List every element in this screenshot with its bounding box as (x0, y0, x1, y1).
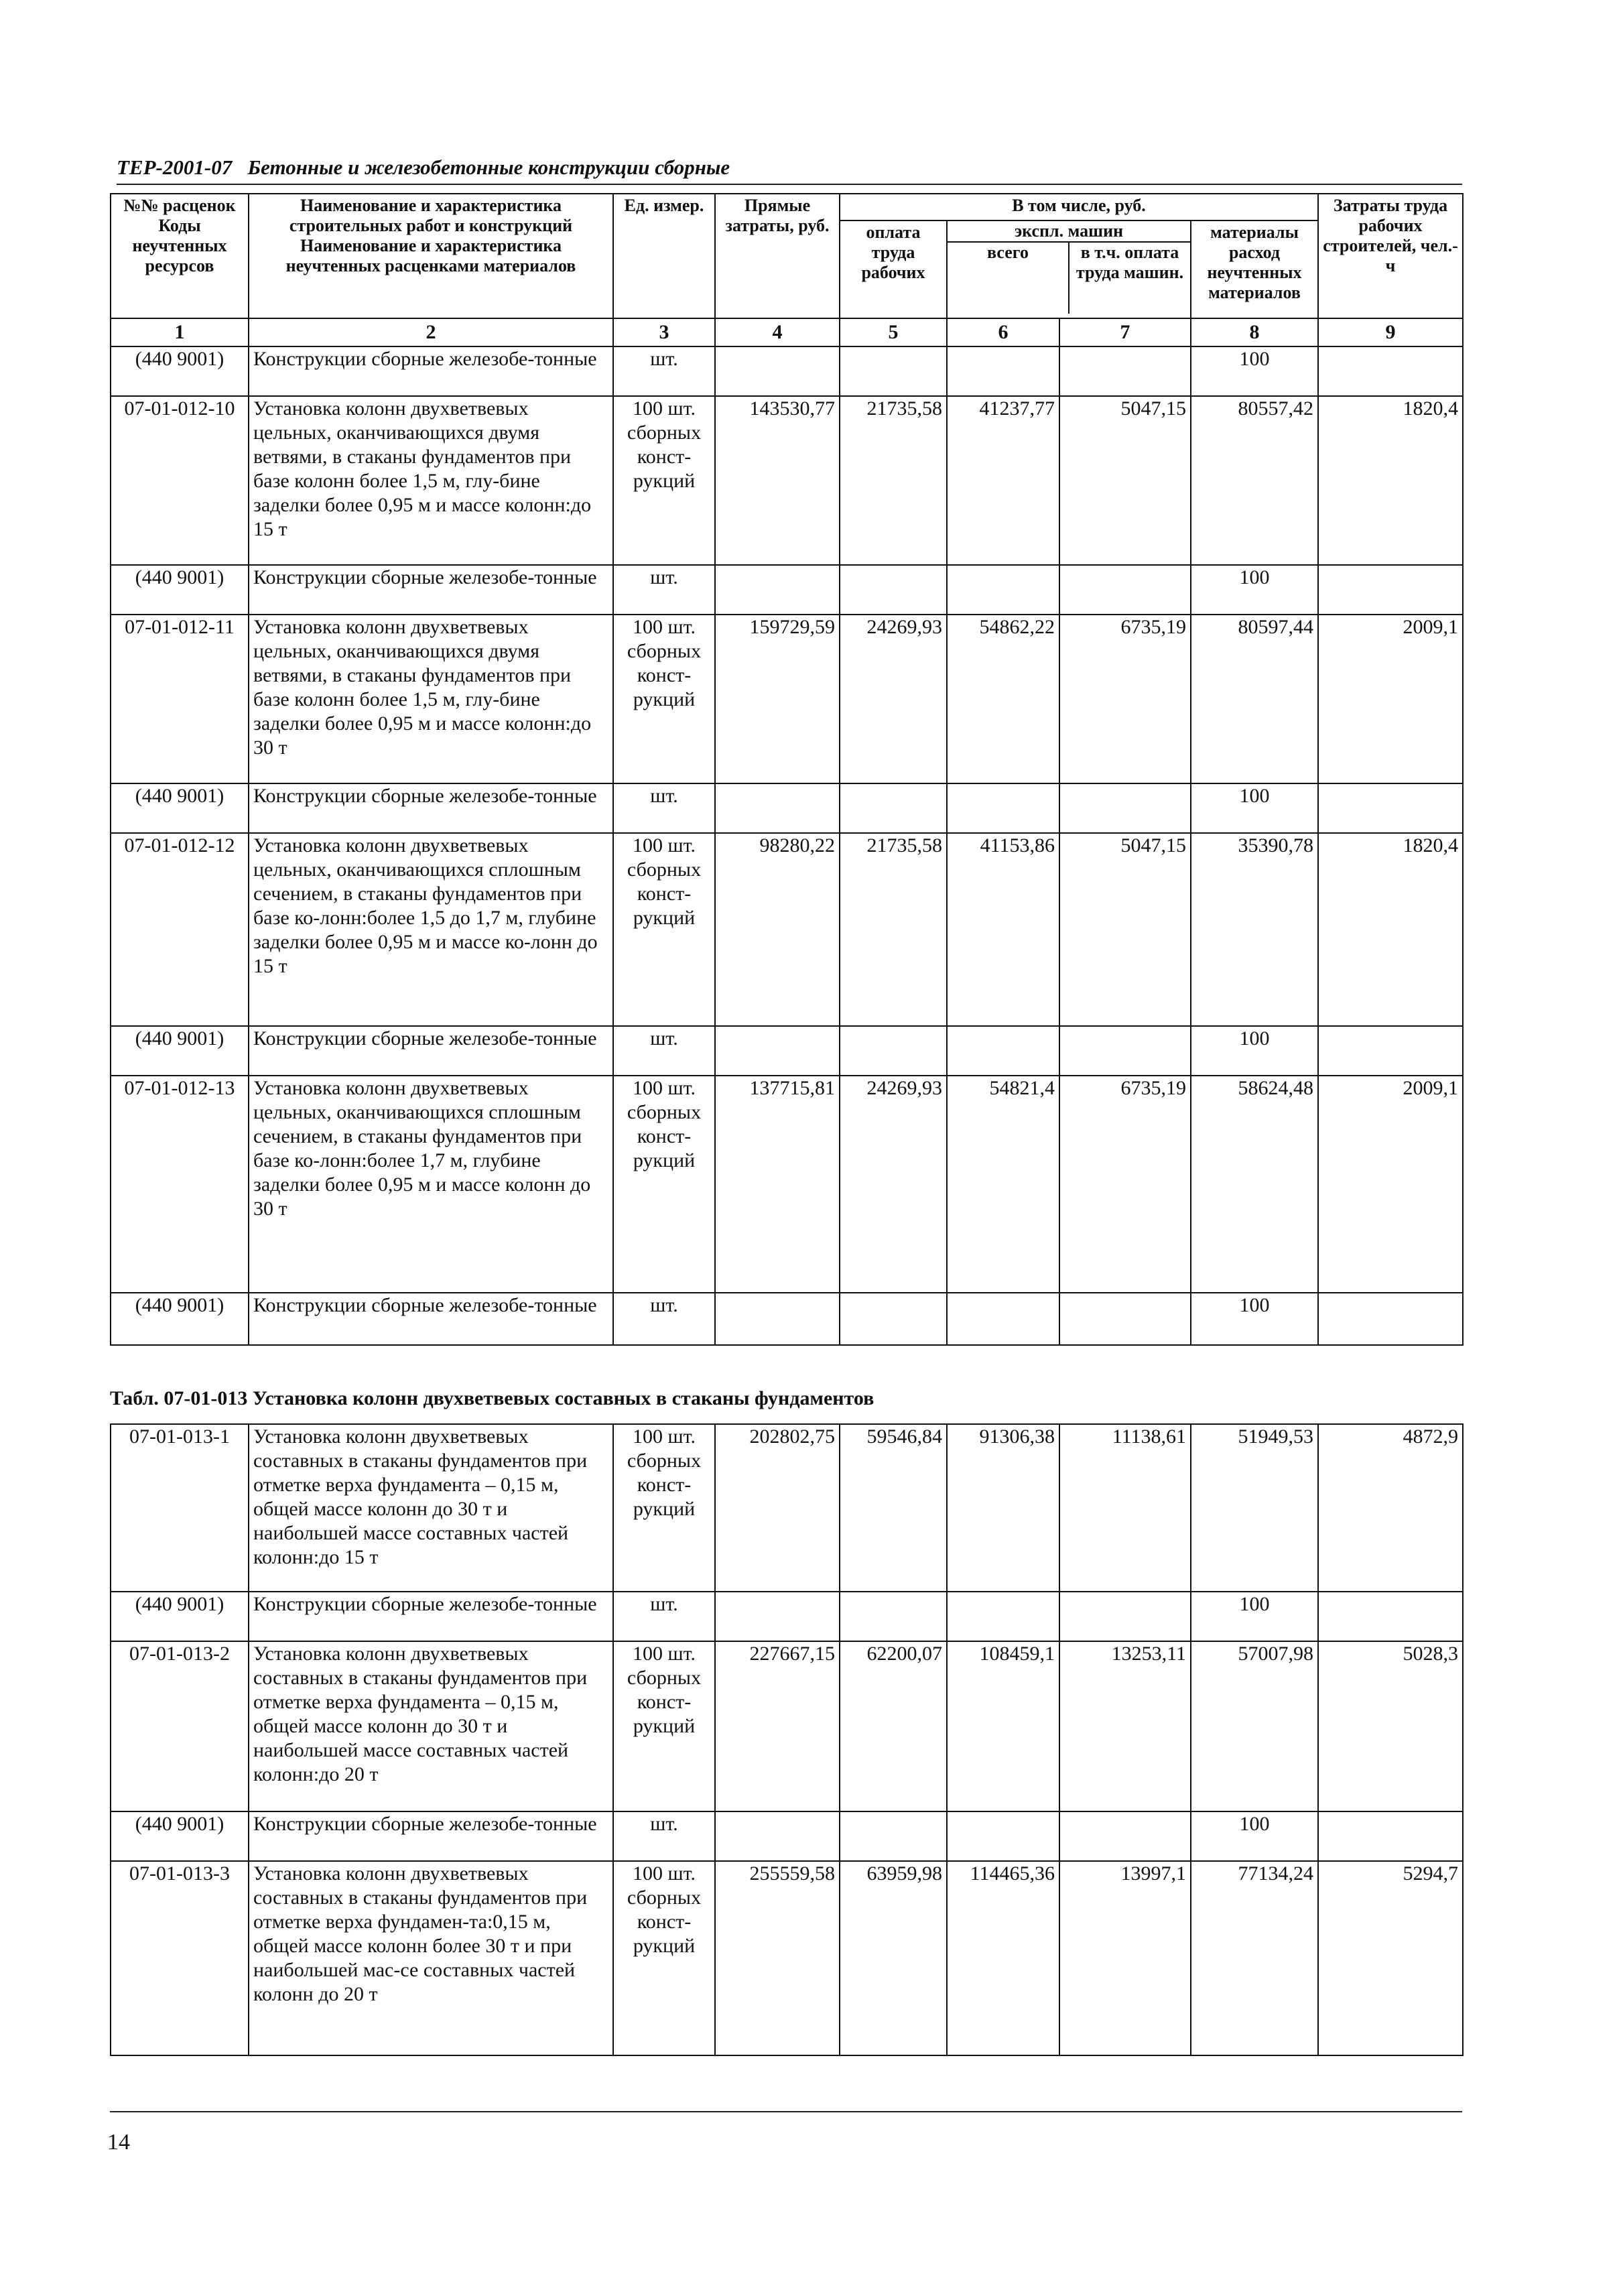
labor-pay (840, 565, 947, 615)
work-description: Конструкции сборные железобе-тонные (249, 1026, 613, 1076)
direct-costs (715, 1026, 840, 1076)
work-description: Установка колонн двухветвевых цельных, оканчивающихся сплошным сечением, в стаканы фундаментов при базе ко-лонн:более 1,5 до 1,7 м, глубине заделки более 0,95 м и массе ко-лонн до 15 т (249, 833, 613, 1026)
material-row (111, 565, 1463, 615)
labor-pay (840, 1026, 947, 1076)
header-title: Бетонные и железобетонные конструкции сборные (247, 155, 730, 179)
unit-of-measure: шт. (613, 1293, 715, 1345)
materials: 100 (1191, 1811, 1318, 1861)
direct-costs: 202802,75 (715, 1424, 840, 1592)
material-row (111, 346, 1463, 396)
labor-hours (1318, 783, 1463, 833)
unit-of-measure: 100 шт. сборных конст-рукций (613, 1861, 715, 2055)
machines-labor-pay (1059, 346, 1191, 396)
direct-costs: 227667,15 (715, 1641, 840, 1811)
machines-total (947, 783, 1059, 833)
header-col2-top: Наименование и характеристика строительных работ и конструкций (289, 196, 573, 235)
column-number: 7 (1059, 318, 1191, 346)
machines-labor-pay: 6735,19 (1059, 1076, 1191, 1293)
header-rate-code (111, 194, 249, 318)
rates-table-013 (110, 1423, 1464, 2056)
materials: 57007,98 (1191, 1641, 1318, 1811)
column-number: 9 (1318, 318, 1463, 346)
header-machines-labor: в т.ч. оплата труда машин. (1076, 243, 1184, 282)
rate-code: 07-01-012-11 (111, 615, 249, 783)
header-labor-pay: оплата труда рабочих (840, 220, 947, 318)
direct-costs (715, 783, 840, 833)
rate-row (111, 615, 1463, 783)
header-direct-costs: Прямые затраты, руб. (715, 194, 840, 318)
work-description: Установка колонн двухветвевых цельных, оканчивающихся двумя ветвями, в стаканы фундаментов при базе колонн более 1,5 м, глу-бине заделки более 0,95 м и массе колонн:до 15 т (249, 396, 613, 565)
direct-costs (715, 1293, 840, 1345)
page-number: 14 (107, 2130, 130, 2155)
machines-labor-pay: 11138,61 (1059, 1424, 1191, 1592)
direct-costs: 255559,58 (715, 1861, 840, 2055)
rate-code: (440 9001) (111, 565, 249, 615)
machines-total (947, 346, 1059, 396)
machines-total (947, 1026, 1059, 1076)
rate-code: (440 9001) (111, 346, 249, 396)
column-number: 1 (111, 318, 249, 346)
labor-hours (1318, 1293, 1463, 1345)
work-description: Установка колонн двухветвевых цельных, оканчивающихся сплошным сечением, в стаканы фундаментов при базе ко-лонн:более 1,7 м, глубине заделки более 0,95 м и массе колонн до 30 т (249, 1076, 613, 1293)
machines-labor-pay (1059, 783, 1191, 833)
labor-hours (1318, 1026, 1463, 1076)
labor-hours: 2009,1 (1318, 615, 1463, 783)
machines-labor-pay (1059, 1811, 1191, 1861)
rate-row (111, 1076, 1463, 1293)
unit-of-measure: 100 шт. сборных конст-рукций (613, 1641, 715, 1811)
work-description: Конструкции сборные железобе-тонные (249, 1592, 613, 1641)
machines-total: 91306,38 (947, 1424, 1059, 1592)
material-row (111, 1293, 1463, 1345)
header-code: ТЕР-2001-07 (117, 155, 233, 179)
materials: 100 (1191, 783, 1318, 833)
rate-code: 07-01-013-1 (111, 1424, 249, 1592)
rate-code: (440 9001) (111, 1293, 249, 1345)
column-number: 4 (715, 318, 840, 346)
header-col1-bottom: Коды неучтенных ресурсов (132, 216, 227, 275)
rates-table-012 (110, 193, 1464, 1346)
rate-row (111, 1424, 1463, 1592)
footer-rule (110, 2111, 1462, 2112)
column-number: 2 (249, 318, 613, 346)
machines-labor-pay (1059, 1293, 1191, 1345)
materials: 77134,24 (1191, 1861, 1318, 2055)
header-unit: Ед. измер. (613, 194, 715, 318)
materials: 100 (1191, 565, 1318, 615)
labor-hours (1318, 346, 1463, 396)
labor-hours (1318, 1592, 1463, 1641)
direct-costs: 98280,22 (715, 833, 840, 1026)
labor-hours: 1820,4 (1318, 396, 1463, 565)
direct-costs: 143530,77 (715, 396, 840, 565)
direct-costs (715, 565, 840, 615)
header-col2-bottom: Наименование и характеристика неучтенных расценками материалов (285, 236, 576, 275)
rate-code: (440 9001) (111, 783, 249, 833)
labor-pay: 24269,93 (840, 615, 947, 783)
machines-labor-pay (1059, 1026, 1191, 1076)
machines-labor-pay: 13253,11 (1059, 1641, 1191, 1811)
materials: 35390,78 (1191, 833, 1318, 1026)
header-labor-hours: Затраты труда рабочих строителей, чел.-ч (1318, 194, 1463, 318)
material-row (111, 1811, 1463, 1861)
labor-pay (840, 1592, 947, 1641)
materials: 100 (1191, 1592, 1318, 1641)
unit-of-measure: 100 шт. сборных конст-рукций (613, 833, 715, 1026)
labor-pay (840, 1811, 947, 1861)
machines-labor-pay: 5047,15 (1059, 396, 1191, 565)
work-description: Конструкции сборные железобе-тонные (249, 783, 613, 833)
rate-code: (440 9001) (111, 1811, 249, 1861)
machines-labor-pay: 13997,1 (1059, 1861, 1191, 2055)
work-description: Конструкции сборные железобе-тонные (249, 1293, 613, 1345)
labor-pay: 59546,84 (840, 1424, 947, 1592)
direct-costs (715, 1592, 840, 1641)
unit-of-measure: 100 шт. сборных конст-рукций (613, 396, 715, 565)
header-machines-total: всего (948, 243, 1069, 314)
machines-total: 114465,36 (947, 1861, 1059, 2055)
column-number: 5 (840, 318, 947, 346)
materials: 80557,42 (1191, 396, 1318, 565)
labor-pay: 21735,58 (840, 396, 947, 565)
material-row (111, 1026, 1463, 1076)
material-row (111, 783, 1463, 833)
material-row (111, 1592, 1463, 1641)
header-col1-top: №№ расценок (123, 196, 236, 215)
labor-pay (840, 783, 947, 833)
unit-of-measure: 100 шт. сборных конст-рукций (613, 615, 715, 783)
column-number: 8 (1191, 318, 1318, 346)
work-description: Конструкции сборные железобе-тонные (249, 565, 613, 615)
work-description: Конструкции сборные железобе-тонные (249, 346, 613, 396)
header-machines (947, 220, 1191, 318)
machines-labor-pay (1059, 1592, 1191, 1641)
materials: 58624,48 (1191, 1076, 1318, 1293)
page-header (117, 155, 1462, 185)
labor-pay: 21735,58 (840, 833, 947, 1026)
unit-of-measure: шт. (613, 1811, 715, 1861)
materials: 80597,44 (1191, 615, 1318, 783)
work-description: Конструкции сборные железобе-тонные (249, 1811, 613, 1861)
rate-row (111, 1641, 1463, 1811)
header-rule (117, 184, 1462, 185)
labor-pay: 24269,93 (840, 1076, 947, 1293)
rate-code: 07-01-013-3 (111, 1861, 249, 2055)
machines-labor-pay: 5047,15 (1059, 833, 1191, 1026)
work-description: Установка колонн двухветвевых составных в стаканы фундаментов при отметке верха фундамен-та:0,15 м, общей массе колонн более 30 т и при наибольшей мас-се составных частей колонн до 20 т (249, 1861, 613, 2055)
machines-total: 108459,1 (947, 1641, 1059, 1811)
unit-of-measure: шт. (613, 1592, 715, 1641)
labor-pay (840, 1293, 947, 1345)
machines-total: 41153,86 (947, 833, 1059, 1026)
header-materials: материалы расход неучтенных материалов (1191, 220, 1318, 318)
direct-costs (715, 1811, 840, 1861)
labor-hours (1318, 1811, 1463, 1861)
work-description: Установка колонн двухветвевых составных в стаканы фундаментов при отметке верха фундамента – 0,15 м, общей массе колонн до 30 т и наибольшей массе составных частей колонн:до 15 т (249, 1424, 613, 1592)
rate-row (111, 833, 1463, 1026)
labor-pay: 62200,07 (840, 1641, 947, 1811)
machines-total (947, 565, 1059, 615)
labor-hours: 5294,7 (1318, 1861, 1463, 2055)
labor-hours: 4872,9 (1318, 1424, 1463, 1592)
rate-code: 07-01-012-13 (111, 1076, 249, 1293)
rate-row (111, 396, 1463, 565)
labor-hours: 1820,4 (1318, 833, 1463, 1026)
machines-total: 54862,22 (947, 615, 1059, 783)
machines-total (947, 1811, 1059, 1861)
unit-of-measure: 100 шт. сборных конст-рукций (613, 1076, 715, 1293)
rate-code: 07-01-012-10 (111, 396, 249, 565)
labor-hours: 5028,3 (1318, 1641, 1463, 1811)
header-name (249, 194, 613, 318)
rate-code: 07-01-012-12 (111, 833, 249, 1026)
work-description: Установка колонн двухветвевых цельных, оканчивающихся двумя ветвями, в стаканы фундаментов при базе колонн более 1,5 м, глу-бине заделки более 0,95 м и массе колонн:до 30 т (249, 615, 613, 783)
work-description: Установка колонн двухветвевых составных в стаканы фундаментов при отметке верха фундамента – 0,15 м, общей массе колонн до 30 т и наибольшей массе составных частей колонн:до 20 т (249, 1641, 613, 1811)
labor-hours (1318, 565, 1463, 615)
header-including-group: В том числе, руб. (840, 194, 1318, 220)
table-caption-013: Табл. 07-01-013 Установка колонн двухветвевых составных в стаканы фундаментов (110, 1387, 874, 1409)
machines-total: 41237,77 (947, 396, 1059, 565)
header-machines-group: экспл. машин (948, 221, 1190, 243)
materials: 100 (1191, 346, 1318, 396)
labor-hours: 2009,1 (1318, 1076, 1463, 1293)
labor-pay: 63959,98 (840, 1861, 947, 2055)
unit-of-measure: шт. (613, 565, 715, 615)
machines-labor-pay (1059, 565, 1191, 615)
materials: 100 (1191, 1293, 1318, 1345)
column-number: 6 (947, 318, 1059, 346)
unit-of-measure: шт. (613, 1026, 715, 1076)
column-number: 3 (613, 318, 715, 346)
rate-code: 07-01-013-2 (111, 1641, 249, 1811)
labor-pay (840, 346, 947, 396)
rate-code: (440 9001) (111, 1026, 249, 1076)
unit-of-measure: шт. (613, 783, 715, 833)
direct-costs: 137715,81 (715, 1076, 840, 1293)
machines-total (947, 1592, 1059, 1641)
direct-costs: 159729,59 (715, 615, 840, 783)
direct-costs (715, 346, 840, 396)
unit-of-measure: шт. (613, 346, 715, 396)
unit-of-measure: 100 шт. сборных конст-рукций (613, 1424, 715, 1592)
rate-row (111, 1861, 1463, 2055)
rate-code: (440 9001) (111, 1592, 249, 1641)
machines-labor-pay: 6735,19 (1059, 615, 1191, 783)
materials: 100 (1191, 1026, 1318, 1076)
materials: 51949,53 (1191, 1424, 1318, 1592)
machines-total: 54821,4 (947, 1076, 1059, 1293)
machines-total (947, 1293, 1059, 1345)
